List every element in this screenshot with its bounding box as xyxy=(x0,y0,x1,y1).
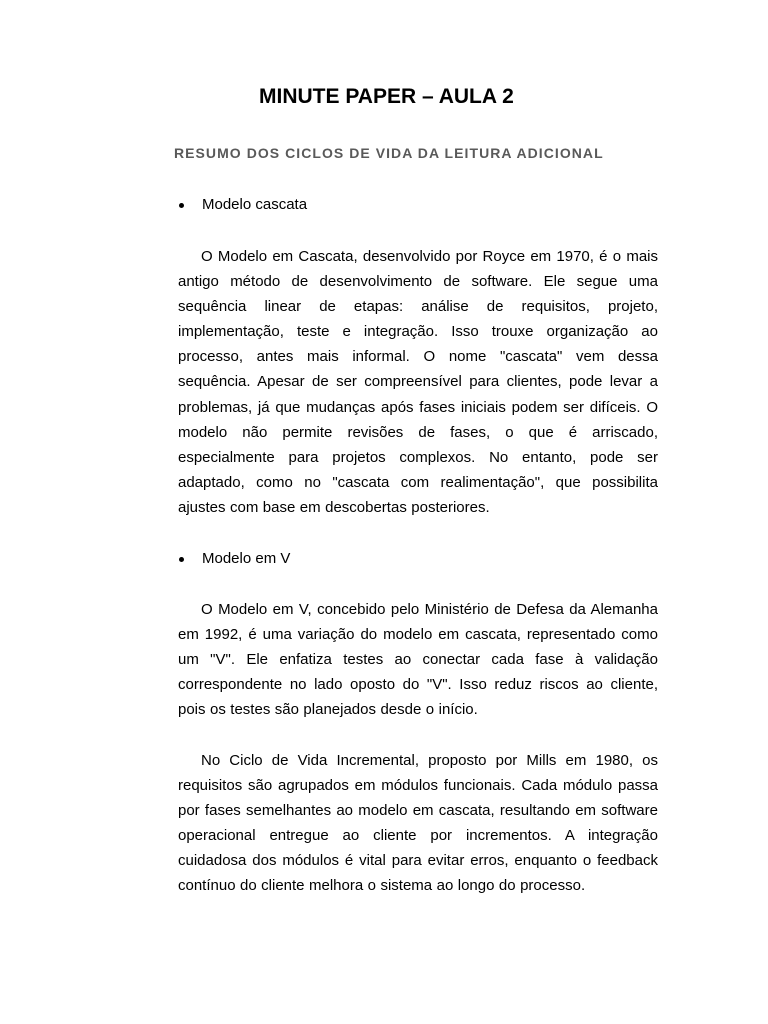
document-subtitle: RESUMO DOS CICLOS DE VIDA DA LEITURA ADICIONAL xyxy=(174,145,604,161)
bullet-label: Modelo em V xyxy=(202,550,291,567)
bullet-label: Modelo cascata xyxy=(202,196,308,213)
document-title: MINUTE PAPER – AULA 2 xyxy=(259,85,514,108)
bullet-icon xyxy=(179,203,184,208)
paragraph-ciclo-incremental: No Ciclo de Vida Incremental, proposto por Mills em 1980, os requisitos são agrupados em módulos funcionais. Cada módulo passa por fases semelhantes ao modelo em cascata, resultando em software operacional entregue ao cliente por incrementos. A integração cuidadosa dos módulos é vital para evitar erros, enquanto o feedback contínuo do cliente melhora o sistema ao longo do processo. xyxy=(178,752,658,895)
paragraph-modelo-em-v: O Modelo em V, concebido pelo Ministério de Defesa da Alemanha em 1992, é uma variação do modelo em cascata, representado como um "V". Ele enfatiza testes ao conectar cada fase à validação correspondente no lado oposto do "V". Isso reduz riscos ao cliente, pois os testes são planejados desde o início. xyxy=(178,601,658,719)
bullet-icon xyxy=(179,557,184,562)
paragraph-modelo-cascata: O Modelo em Cascata, desenvolvido por Royce em 1970, é o mais antigo método de desenvolvimento de software. Ele segue uma sequência linear de etapas: análise de requisitos, projeto, implementação, teste e integração. Isso trouxe organização ao processo, antes mais informal. O nome "cascata" vem dessa sequência. Apesar de ser compreensível para clientes, pode levar a problemas, já que mudanças após fases iniciais podem ser difíceis. O modelo não permite revisões de fases, o que é arriscado, especialmente para projetos complexos. No entanto, pode ser adaptado, como no "cascata com realimentação", que possibilita ajustes com base em descobertas posteriores. xyxy=(178,248,658,516)
